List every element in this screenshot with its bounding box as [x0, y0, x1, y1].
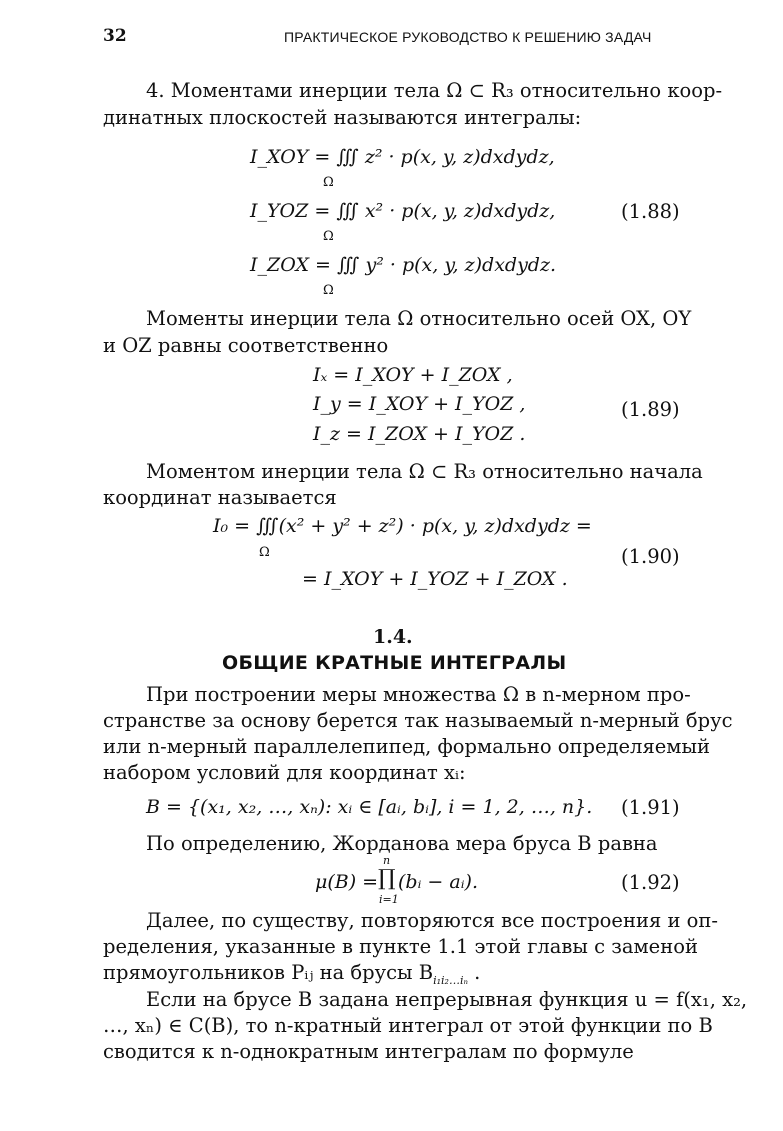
eq188-region2: Ω: [323, 229, 334, 244]
eq192-number: (1.92): [621, 871, 680, 894]
eq188-row3: I_ZOX = ∭ y² · p(x, y, z)dxdydz.: [250, 254, 557, 276]
eq189-row3: I_z = I_ZOX + I_YOZ .: [313, 423, 526, 445]
eq192-prod-lower: i=1: [379, 893, 399, 906]
eq188-row1: I_XOY = ∭ z² · p(x, y, z)dxdydz,: [250, 146, 555, 168]
para7-line3: сводится к n-однократным интегралам по формуле: [103, 1040, 634, 1063]
para6-line3-sub: i₁i₂…iₙ: [433, 973, 468, 987]
para7-line1: Если на брусе B задана непрерывная функция u = f(x₁, x₂,: [146, 988, 748, 1011]
eq188-row2: I_YOZ = ∭ x² · p(x, y, z)dxdydz,: [250, 200, 556, 222]
eq190-row2: = I_XOY + I_YOZ + I_ZOX .: [302, 568, 568, 590]
eq189-number: (1.89): [621, 398, 680, 421]
para1-line2: динатных плоскостей называются интегралы:: [103, 106, 582, 129]
product-symbol: ∏: [378, 866, 396, 891]
eq189-row2: I_y = I_XOY + I_YOZ ,: [313, 393, 526, 415]
para6-line2: ределения, указанные в пункте 1.1 этой главы с заменой: [103, 935, 698, 958]
eq188-region3: Ω: [323, 283, 334, 298]
eq190-number: (1.90): [621, 545, 680, 568]
eq192-rhs: (bᵢ − aᵢ).: [398, 871, 478, 893]
para1-line1: 4. Моментами инерции тела Ω ⊂ R₃ относительно коор-: [146, 79, 723, 102]
para6-line1: Далее, по существу, повторяются все построения и оп-: [146, 909, 718, 932]
para2-line2: и OZ равны соответственно: [103, 334, 389, 357]
para4-line3: или n-мерный параллелепипед, формально определяемый: [103, 735, 710, 758]
eq192-prod-upper: n: [383, 854, 391, 867]
eq189-row1: Iₓ = I_XOY + I_ZOX ,: [313, 364, 513, 386]
section-number: 1.4.: [373, 626, 413, 648]
para5-line1: По определению, Жорданова мера бруса B равна: [146, 832, 658, 855]
eq188-number: (1.88): [621, 200, 680, 223]
eq191-number: (1.91): [621, 796, 680, 819]
eq190-row1: I₀ = ∭(x² + y² + z²) · p(x, y, z)dxdydz =: [213, 515, 592, 537]
eq191-body: B = {(x₁, x₂, …, xₙ): xᵢ ∈ [aᵢ, bᵢ], i = 1, 2, …, n}.: [146, 796, 593, 818]
para3-line2: координат называется: [103, 486, 337, 509]
section-title: ОБЩИЕ КРАТНЫЕ ИНТЕГРАЛЫ: [222, 652, 567, 674]
para4-line1: При построении меры множества Ω в n-мерном про-: [146, 683, 691, 706]
para6-line3-text: прямоугольников Pᵢⱼ на брусы B: [103, 961, 434, 984]
para4-line2: странстве за основу берется так называемый n-мерный брус: [103, 709, 733, 732]
eq190-region: Ω: [259, 545, 270, 560]
eq188-region1: Ω: [323, 175, 334, 190]
page-number: 32: [103, 26, 127, 46]
para2-line1: Моменты инерции тела Ω относительно осей OX, OY: [146, 307, 692, 330]
running-title: ПРАКТИЧЕСКОЕ РУКОВОДСТВО К РЕШЕНИЮ ЗАДАЧ: [284, 29, 652, 45]
eq192-lhs: μ(B) =: [315, 871, 379, 893]
para3-line1: Моментом инерции тела Ω ⊂ R₃ относительно начала: [146, 460, 703, 483]
para4-line4: набором условий для координат xᵢ:: [103, 761, 466, 784]
para6-line3-end: .: [467, 961, 481, 984]
para7-line2: …, xₙ) ∈ C(B), то n-кратный интеграл от этой функции по B: [103, 1014, 713, 1037]
